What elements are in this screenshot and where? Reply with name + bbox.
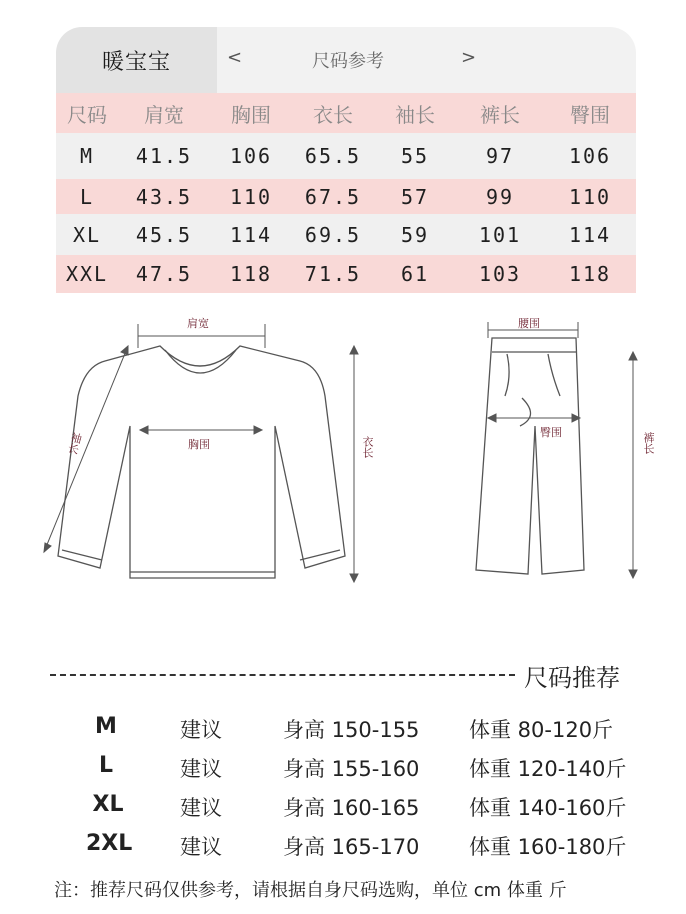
cell: 55	[400, 144, 430, 168]
cell-size: L	[79, 184, 95, 209]
table-title: 尺码参考	[312, 51, 384, 72]
dashed-divider	[50, 674, 515, 676]
cell-size: XL	[72, 222, 102, 247]
recommend-row	[0, 831, 686, 863]
cell: 43.5	[135, 184, 193, 209]
cell: 106	[229, 144, 273, 168]
recommend-height: 身高 155-160	[283, 757, 420, 781]
cell: 45.5	[135, 222, 193, 247]
recommend-weight: 体重 80-120斤	[469, 718, 614, 742]
recommend-row	[0, 714, 686, 746]
cell: 110	[229, 184, 273, 209]
size-table	[56, 27, 636, 293]
cell: 103	[478, 262, 522, 286]
recommend-suggest: 建议	[180, 757, 222, 781]
cell: 110	[568, 184, 612, 209]
table-row	[56, 214, 636, 255]
label-chest: 胸围	[188, 438, 210, 451]
label-sleeve: 袖长	[65, 430, 84, 456]
cell: 118	[568, 262, 612, 286]
cell: 114	[568, 222, 612, 247]
recommend-row	[0, 753, 686, 785]
table-row	[56, 179, 636, 214]
cell: 61	[400, 262, 430, 286]
recommend-size: 2XL	[86, 831, 133, 856]
recommend-header	[50, 655, 640, 695]
header-hip: 臀围	[570, 102, 610, 127]
recommend-suggest: 建议	[180, 835, 222, 859]
cell: 106	[568, 144, 612, 168]
nav-prev-arrow[interactable]: <	[227, 47, 243, 68]
header-size: 尺码	[67, 102, 107, 127]
cell: 101	[478, 222, 522, 247]
label-shoulder: 肩宽	[187, 317, 209, 330]
header-chest: 胸围	[231, 102, 271, 127]
label-pants-length: 裤长	[642, 432, 655, 454]
cell: 97	[485, 144, 515, 168]
recommend-row	[0, 792, 686, 824]
cell: 41.5	[135, 144, 193, 168]
cell: 69.5	[304, 222, 362, 247]
cell: 57	[400, 184, 430, 209]
recommend-height: 身高 150-155	[283, 718, 420, 742]
cell-size: M	[79, 144, 95, 168]
cell: 71.5	[304, 262, 362, 286]
recommend-suggest: 建议	[180, 796, 222, 820]
table-title-bar	[217, 27, 636, 93]
table-row	[56, 255, 636, 293]
garment-illustration	[0, 306, 686, 606]
cell: 65.5	[304, 144, 362, 168]
label-shirt-length: 衣长	[361, 436, 374, 458]
nav-next-arrow[interactable]: >	[461, 47, 477, 68]
recommend-height: 身高 165-170	[283, 835, 420, 859]
label-hip: 臀围	[540, 426, 562, 439]
shirt-collar	[165, 350, 236, 373]
recommend-weight: 体重 160-180斤	[469, 835, 627, 859]
cell: 47.5	[135, 262, 193, 286]
cell-size: XXL	[65, 262, 109, 286]
recommend-size: L	[98, 753, 114, 778]
recommend-size: M	[95, 714, 117, 739]
header-sleeve: 袖长	[395, 102, 435, 127]
cell: 114	[229, 222, 273, 247]
label-waist: 腰围	[518, 317, 540, 330]
recommend-size: XL	[92, 792, 124, 817]
cell: 59	[400, 222, 430, 247]
recommend-weight: 体重 140-160斤	[469, 796, 627, 820]
measurement-diagram	[0, 306, 686, 606]
header-length: 衣长	[313, 102, 353, 127]
header-pants-length: 裤长	[480, 102, 520, 127]
footnote: 注：推荐尺码仅供参考，请根据自身尺码选购，单位 cm 体重 斤	[54, 880, 567, 901]
table-row	[56, 133, 636, 179]
brand-name: 暖宝宝	[56, 27, 217, 93]
header-shoulder: 肩宽	[144, 102, 184, 127]
recommend-height: 身高 160-165	[283, 796, 420, 820]
cell: 67.5	[304, 184, 362, 209]
recommend-weight: 体重 120-140斤	[469, 757, 627, 781]
pants-outline	[476, 338, 584, 574]
shirt-outline	[58, 346, 345, 578]
recommend-suggest: 建议	[180, 718, 222, 742]
table-header-row	[56, 93, 636, 133]
cell: 118	[229, 262, 273, 286]
cell: 99	[485, 184, 515, 209]
recommend-title: 尺码推荐	[524, 664, 620, 692]
